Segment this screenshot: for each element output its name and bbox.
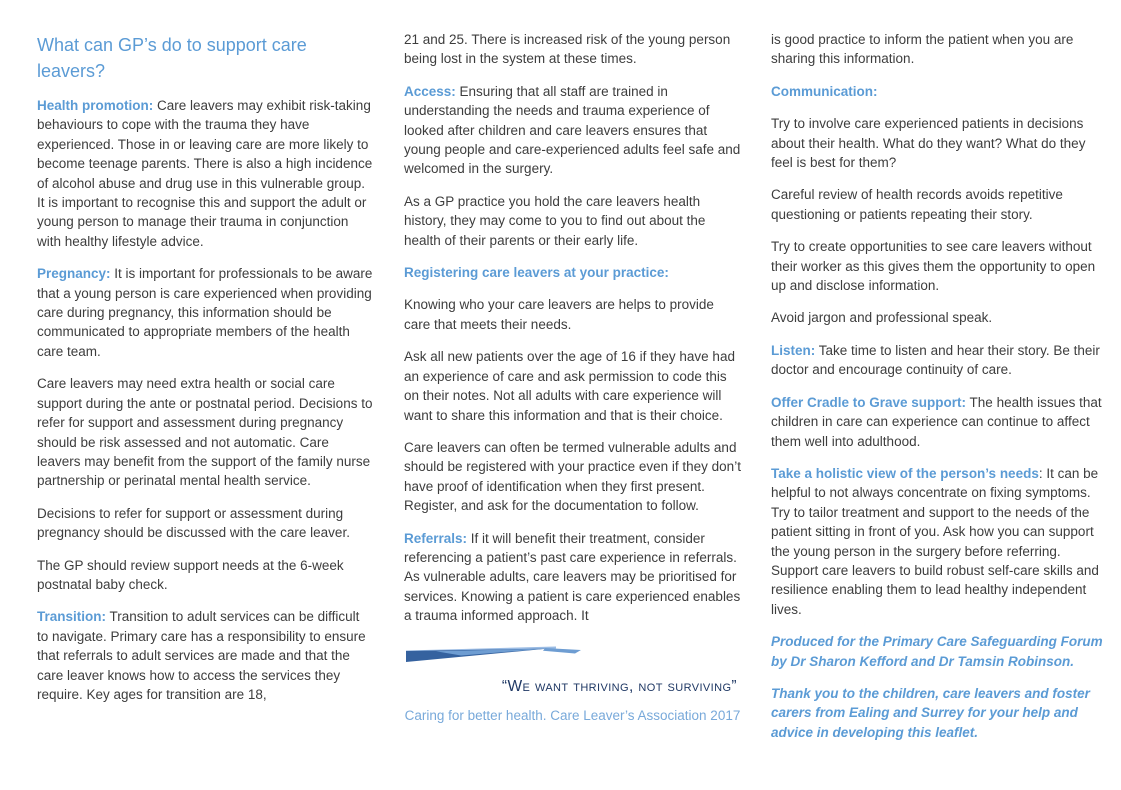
paragraph-gp-review: The GP should review support needs at the 6-week postnatal baby check.	[37, 557, 344, 592]
paragraph-access	[404, 82, 741, 179]
paragraph-gp-practice: As a GP practice you hold the care leavers health history, they may come to you to find out about the health of their parents or their early life.	[404, 193, 706, 248]
paragraph-ask-patients: Ask all new patients over the age of 16 if they have had an experience of care and ask permission to code this on their notes. Not all adults with care experience will want to share this information and that is their choice.	[404, 349, 735, 423]
three-column-layout	[37, 30, 1104, 755]
paragraph-holistic-view	[771, 464, 1108, 619]
paragraph-text: If it will benefit their treatment, consider referencing a patient’s past care experience in referrals. As vulnerable adults, care leavers may be prioritised for services. Knowing a patient is care experienced enables a trauma informed approach. It	[404, 530, 741, 624]
paragraph-transition-continued: 21 and 25. There is increased risk of the young person being lost in the system at these times.	[404, 32, 731, 67]
paragraph-text: Ensuring that all staff are trained in understanding the needs and trauma experience of looked after children and care leavers ensures that young people and care-experienced adults feel safe and welcomed in the surgery.	[404, 83, 741, 177]
produced-for-credit: Produced for the Primary Care Safeguarding Forum by Dr Sharon Kefford and Dr Tamsin Robinson.	[771, 634, 1103, 669]
page-title: What can GP’s do to support care leavers?	[37, 35, 307, 81]
section-heading-communication: Communication:	[771, 83, 878, 99]
paragraph-cradle-to-grave	[771, 393, 1108, 451]
paragraph-involve-patients: Try to involve care experienced patients in decisions about their health. What do they want? What do they feel is best for them?	[771, 116, 1086, 171]
section-heading-registering: Registering care leavers at your practice:	[404, 265, 669, 281]
lead-holistic-view: Take a holistic view of the person’s needs	[771, 465, 1039, 481]
paragraph-health-promotion	[37, 96, 374, 251]
paragraph-text: : It can be helpful to not always concentrate on fixing symptoms. Try to tailor treatment and support to the needs of the patient sitting in front of you. Ask how you can support the young person in the surgery before referring. Support care leavers to build robust self-care skills and resilience enabling them to lead healthy independent lives.	[771, 465, 1099, 617]
paragraph-extra-support: Care leavers may need extra health or social care support during the ante or postnatal period. Decisions to refer for support and assessment during pregnancy should be risk assessed and not automatic. Care leavers may benefit from the support of the family nurse partnership or perinatal mental health service.	[37, 376, 373, 489]
lead-listen: Listen:	[771, 342, 816, 358]
paragraph-referrals	[404, 529, 741, 626]
paragraph-text: Take time to listen and hear their story. Be their doctor and encourage continuity of care.	[771, 342, 1100, 378]
paragraph-opportunities: Try to create opportunities to see care leavers without their worker as this gives them the opportunity to open up and disclose information.	[771, 239, 1096, 294]
paragraph-text: The health issues that children in care can experience can continue to affect them well into adulthood.	[771, 394, 1102, 449]
paragraph-pregnancy	[37, 264, 374, 361]
thank-you-credit: Thank you to the children, care leavers and foster carers from Ealing and Surrey for your help and advice in developing this leaflet.	[771, 685, 1090, 740]
swoosh-icon	[406, 646, 581, 664]
column-left	[37, 30, 374, 755]
paragraph-avoid-jargon: Avoid jargon and professional speak.	[771, 310, 993, 326]
lead-referrals: Referrals:	[404, 530, 468, 546]
paragraph-decisions: Decisions to refer for support or assessment during pregnancy should be discussed with the care leaver.	[37, 505, 350, 541]
lead-health-promotion: Health promotion:	[37, 98, 154, 113]
column-right	[771, 30, 1108, 755]
paragraph-knowing: Knowing who your care leavers are helps to provide care that meets their needs.	[404, 297, 714, 332]
paragraph-text: It is important for professionals to be aware that a young person is care experienced when providing care during pregnancy, this information should be communicated to appropriate members of the health care team.	[37, 266, 373, 359]
lead-access: Access:	[404, 83, 456, 99]
paragraph-text: Transition to adult services can be difficult to navigate. Primary care has a responsibility to ensure that referrals to adult services are made and that the care leaver knows how to access the services they require. Key ages for transition are 18,	[37, 609, 366, 702]
lead-pregnancy: Pregnancy:	[37, 266, 111, 282]
lead-cradle-to-grave: Offer Cradle to Grave support:	[771, 394, 967, 410]
paragraph-listen	[771, 341, 1108, 380]
swoosh-logo	[406, 646, 741, 664]
quote-text: “We want thriving, not surviving”	[501, 677, 737, 695]
paragraph-vulnerable-adults: Care leavers can often be termed vulnerable adults and should be registered with your practice even if they don’t have proof of identification when they first present. Register, and ask for the documentation to follow.	[404, 439, 741, 514]
paragraph-referrals-continued: is good practice to inform the patient when you are sharing this information.	[771, 32, 1074, 67]
association-credit: Caring for better health. Care Leaver’s Association 2017	[404, 707, 741, 723]
paragraph-transition	[37, 607, 374, 704]
column-middle	[404, 30, 741, 755]
lead-transition: Transition:	[37, 609, 107, 625]
paragraph-text: Care leavers may exhibit risk-taking behaviours to cope with the trauma they have experienced. Those in or leaving care are more likely to become teenage parents. There is also a high incidence of alcohol abuse and drug use in this vulnerable group. It is important to recognise this and support the adult or young person to manage their trauma in conjunction with healthy lifestyle advice.	[37, 98, 373, 249]
paragraph-careful-review: Careful review of health records avoids repetitive questioning or patients repeating their story.	[771, 187, 1063, 222]
